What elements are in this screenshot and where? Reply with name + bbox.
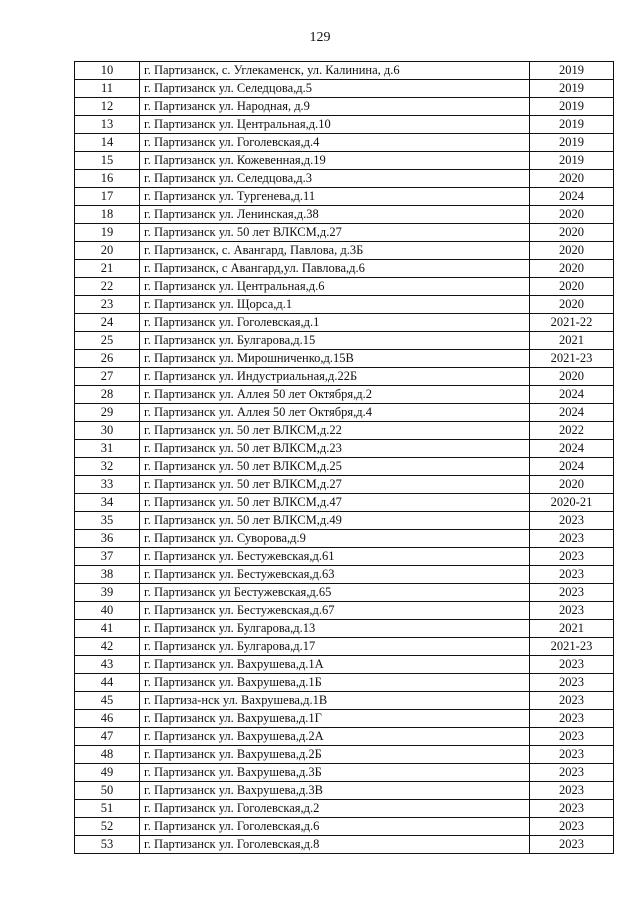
row-number-cell: 16 [75,170,140,188]
row-number-cell: 42 [75,638,140,656]
address-cell: г. Партизанск ул. Булгарова,д.13 [140,620,530,638]
address-cell: г. Партизанск ул. 50 лет ВЛКСМ,д.25 [140,458,530,476]
address-cell: г. Партизанск ул. Вахрушева,д.1Б [140,674,530,692]
row-number-cell: 10 [75,62,140,80]
year-cell: 2024 [530,188,614,206]
table-row [75,260,614,278]
row-number-cell: 11 [75,80,140,98]
row-number-cell: 34 [75,494,140,512]
year-cell: 2020 [530,368,614,386]
table-row [75,602,614,620]
table-row [75,404,614,422]
row-number-cell: 15 [75,152,140,170]
table-row [75,548,614,566]
row-number-cell: 33 [75,476,140,494]
table-row [75,512,614,530]
table-row [75,584,614,602]
row-number-cell: 27 [75,368,140,386]
year-cell: 2023 [530,836,614,854]
row-number-cell: 35 [75,512,140,530]
table-row [75,314,614,332]
table-row [75,710,614,728]
year-cell: 2023 [530,746,614,764]
year-cell: 2024 [530,440,614,458]
address-table-body [75,62,614,854]
address-cell: г. Партизанск ул. Центральная,д.10 [140,116,530,134]
row-number-cell: 46 [75,710,140,728]
table-row [75,530,614,548]
row-number-cell: 38 [75,566,140,584]
year-cell: 2023 [530,692,614,710]
row-number-cell: 37 [75,548,140,566]
row-number-cell: 28 [75,386,140,404]
table-row [75,800,614,818]
address-cell: г. Партизанск ул. Бестужевская,д.63 [140,566,530,584]
address-cell: г. Партизанск ул. Аллея 50 лет Октября,д.4 [140,404,530,422]
address-cell: г. Партизанск ул. Булгарова,д.17 [140,638,530,656]
address-cell: г. Партизанск ул. Вахрушева,д.2А [140,728,530,746]
table-row [75,296,614,314]
address-cell: г. Партизанск ул. Селедцова,д.3 [140,170,530,188]
address-cell: г. Партизанск ул. Кожевенная,д.19 [140,152,530,170]
address-cell: г. Партизанск ул. Центральная,д.6 [140,278,530,296]
year-cell: 2020 [530,260,614,278]
row-number-cell: 25 [75,332,140,350]
table-row [75,638,614,656]
year-cell: 2023 [530,512,614,530]
table-row [75,566,614,584]
address-cell: г. Партизанск ул. Вахрушева,д.3В [140,782,530,800]
row-number-cell: 22 [75,278,140,296]
table-row [75,620,614,638]
address-cell: г. Партизанск, с. Углекаменск, ул. Калинина, д.6 [140,62,530,80]
address-table [74,61,614,854]
table-row [75,728,614,746]
row-number-cell: 17 [75,188,140,206]
year-cell: 2023 [530,782,614,800]
row-number-cell: 24 [75,314,140,332]
address-cell: г. Партизанск ул. Народная, д.9 [140,98,530,116]
year-cell: 2023 [530,818,614,836]
address-cell: г. Партизанск ул. Гоголевская,д.8 [140,836,530,854]
row-number-cell: 50 [75,782,140,800]
table-row [75,422,614,440]
year-cell: 2019 [530,152,614,170]
address-cell: г. Партизанск ул Бестужевская,д.65 [140,584,530,602]
row-number-cell: 51 [75,800,140,818]
table-row [75,656,614,674]
address-cell: г. Партизанск ул. Вахрушева,д.2Б [140,746,530,764]
row-number-cell: 32 [75,458,140,476]
address-cell: г. Партизанск ул. Гоголевская,д.4 [140,134,530,152]
year-cell: 2024 [530,386,614,404]
year-cell: 2024 [530,458,614,476]
address-cell: г. Партизанск ул. Вахрушева,д.1А [140,656,530,674]
address-cell: г. Партизанск ул. 50 лет ВЛКСМ,д.49 [140,512,530,530]
table-row [75,746,614,764]
year-cell: 2022 [530,422,614,440]
row-number-cell: 18 [75,206,140,224]
address-cell: г. Партизанск, с. Авангард, Павлова, д.3Б [140,242,530,260]
address-cell: г. Партизанск ул. Аллея 50 лет Октября,д.2 [140,386,530,404]
address-cell: г. Партизанск ул. Гоголевская,д.1 [140,314,530,332]
address-cell: г. Партизанск ул. 50 лет ВЛКСМ,д.22 [140,422,530,440]
table-row [75,206,614,224]
address-cell: г. Партизанск ул. Индустриальная,д.22Б [140,368,530,386]
table-row [75,440,614,458]
address-cell: г. Партизанск ул. 50 лет ВЛКСМ,д.27 [140,224,530,242]
table-row [75,476,614,494]
table-row [75,764,614,782]
row-number-cell: 21 [75,260,140,278]
table-row [75,134,614,152]
table-row [75,224,614,242]
year-cell: 2019 [530,62,614,80]
year-cell: 2023 [530,674,614,692]
table-row [75,818,614,836]
table-row [75,152,614,170]
address-cell: г. Партизанск ул. Щорса,д.1 [140,296,530,314]
row-number-cell: 20 [75,242,140,260]
year-cell: 2019 [530,134,614,152]
table-row [75,116,614,134]
year-cell: 2019 [530,80,614,98]
address-cell: г. Партизанск ул. 50 лет ВЛКСМ,д.27 [140,476,530,494]
row-number-cell: 23 [75,296,140,314]
year-cell: 2020 [530,296,614,314]
year-cell: 2020 [530,278,614,296]
address-cell: г. Партизанск ул. Бестужевская,д.67 [140,602,530,620]
row-number-cell: 40 [75,602,140,620]
year-cell: 2020 [530,224,614,242]
table-row [75,332,614,350]
year-cell: 2024 [530,404,614,422]
year-cell: 2020 [530,170,614,188]
year-cell: 2023 [530,530,614,548]
table-row [75,278,614,296]
row-number-cell: 52 [75,818,140,836]
year-cell: 2023 [530,584,614,602]
year-cell: 2020 [530,242,614,260]
row-number-cell: 29 [75,404,140,422]
address-cell: г. Партиза-нск ул. Вахрушева,д.1В [140,692,530,710]
year-cell: 2023 [530,602,614,620]
row-number-cell: 13 [75,116,140,134]
table-row [75,458,614,476]
row-number-cell: 48 [75,746,140,764]
table-row [75,62,614,80]
row-number-cell: 53 [75,836,140,854]
row-number-cell: 47 [75,728,140,746]
year-cell: 2023 [530,764,614,782]
table-row [75,692,614,710]
address-cell: г. Партизанск ул. Бестужевская,д.61 [140,548,530,566]
address-cell: г. Партизанск ул. Гоголевская,д.6 [140,818,530,836]
address-cell: г. Партизанск ул. Ленинская,д.38 [140,206,530,224]
year-cell: 2023 [530,710,614,728]
table-row [75,836,614,854]
row-number-cell: 14 [75,134,140,152]
year-cell: 2020 [530,476,614,494]
year-cell: 2019 [530,116,614,134]
table-row [75,782,614,800]
year-cell: 2021 [530,332,614,350]
year-cell: 2020 [530,206,614,224]
year-cell: 2023 [530,566,614,584]
table-row [75,368,614,386]
year-cell: 2021 [530,620,614,638]
year-cell: 2021-23 [530,350,614,368]
address-cell: г. Партизанск ул. 50 лет ВЛКСМ,д.47 [140,494,530,512]
table-row [75,242,614,260]
address-cell: г. Партизанск ул. Тургенева,д.11 [140,188,530,206]
address-cell: г. Партизанск ул. Вахрушева,д.3Б [140,764,530,782]
year-cell: 2020-21 [530,494,614,512]
year-cell: 2023 [530,800,614,818]
row-number-cell: 43 [75,656,140,674]
row-number-cell: 36 [75,530,140,548]
address-cell: г. Партизанск ул. Суворова,д.9 [140,530,530,548]
table-row [75,188,614,206]
address-cell: г. Партизанск ул. 50 лет ВЛКСМ,д.23 [140,440,530,458]
address-cell: г. Партизанск ул. Мирошниченко,д.15В [140,350,530,368]
row-number-cell: 45 [75,692,140,710]
row-number-cell: 39 [75,584,140,602]
year-cell: 2021-23 [530,638,614,656]
row-number-cell: 30 [75,422,140,440]
row-number-cell: 49 [75,764,140,782]
table-row [75,350,614,368]
page-number: 129 [309,30,331,45]
row-number-cell: 26 [75,350,140,368]
year-cell: 2023 [530,728,614,746]
year-cell: 2019 [530,98,614,116]
address-cell: г. Партизанск ул. Гоголевская,д.2 [140,800,530,818]
table-row [75,98,614,116]
table-row [75,674,614,692]
year-cell: 2021-22 [530,314,614,332]
year-cell: 2023 [530,656,614,674]
row-number-cell: 12 [75,98,140,116]
table-row [75,170,614,188]
address-cell: г. Партизанск, с Авангард,ул. Павлова,д.6 [140,260,530,278]
row-number-cell: 31 [75,440,140,458]
table-row [75,494,614,512]
table-row [75,386,614,404]
address-cell: г. Партизанск ул. Булгарова,д.15 [140,332,530,350]
row-number-cell: 41 [75,620,140,638]
address-cell: г. Партизанск ул. Вахрушева,д.1Г [140,710,530,728]
table-row [75,80,614,98]
address-cell: г. Партизанск ул. Селедцова,д.5 [140,80,530,98]
row-number-cell: 19 [75,224,140,242]
row-number-cell: 44 [75,674,140,692]
year-cell: 2023 [530,548,614,566]
